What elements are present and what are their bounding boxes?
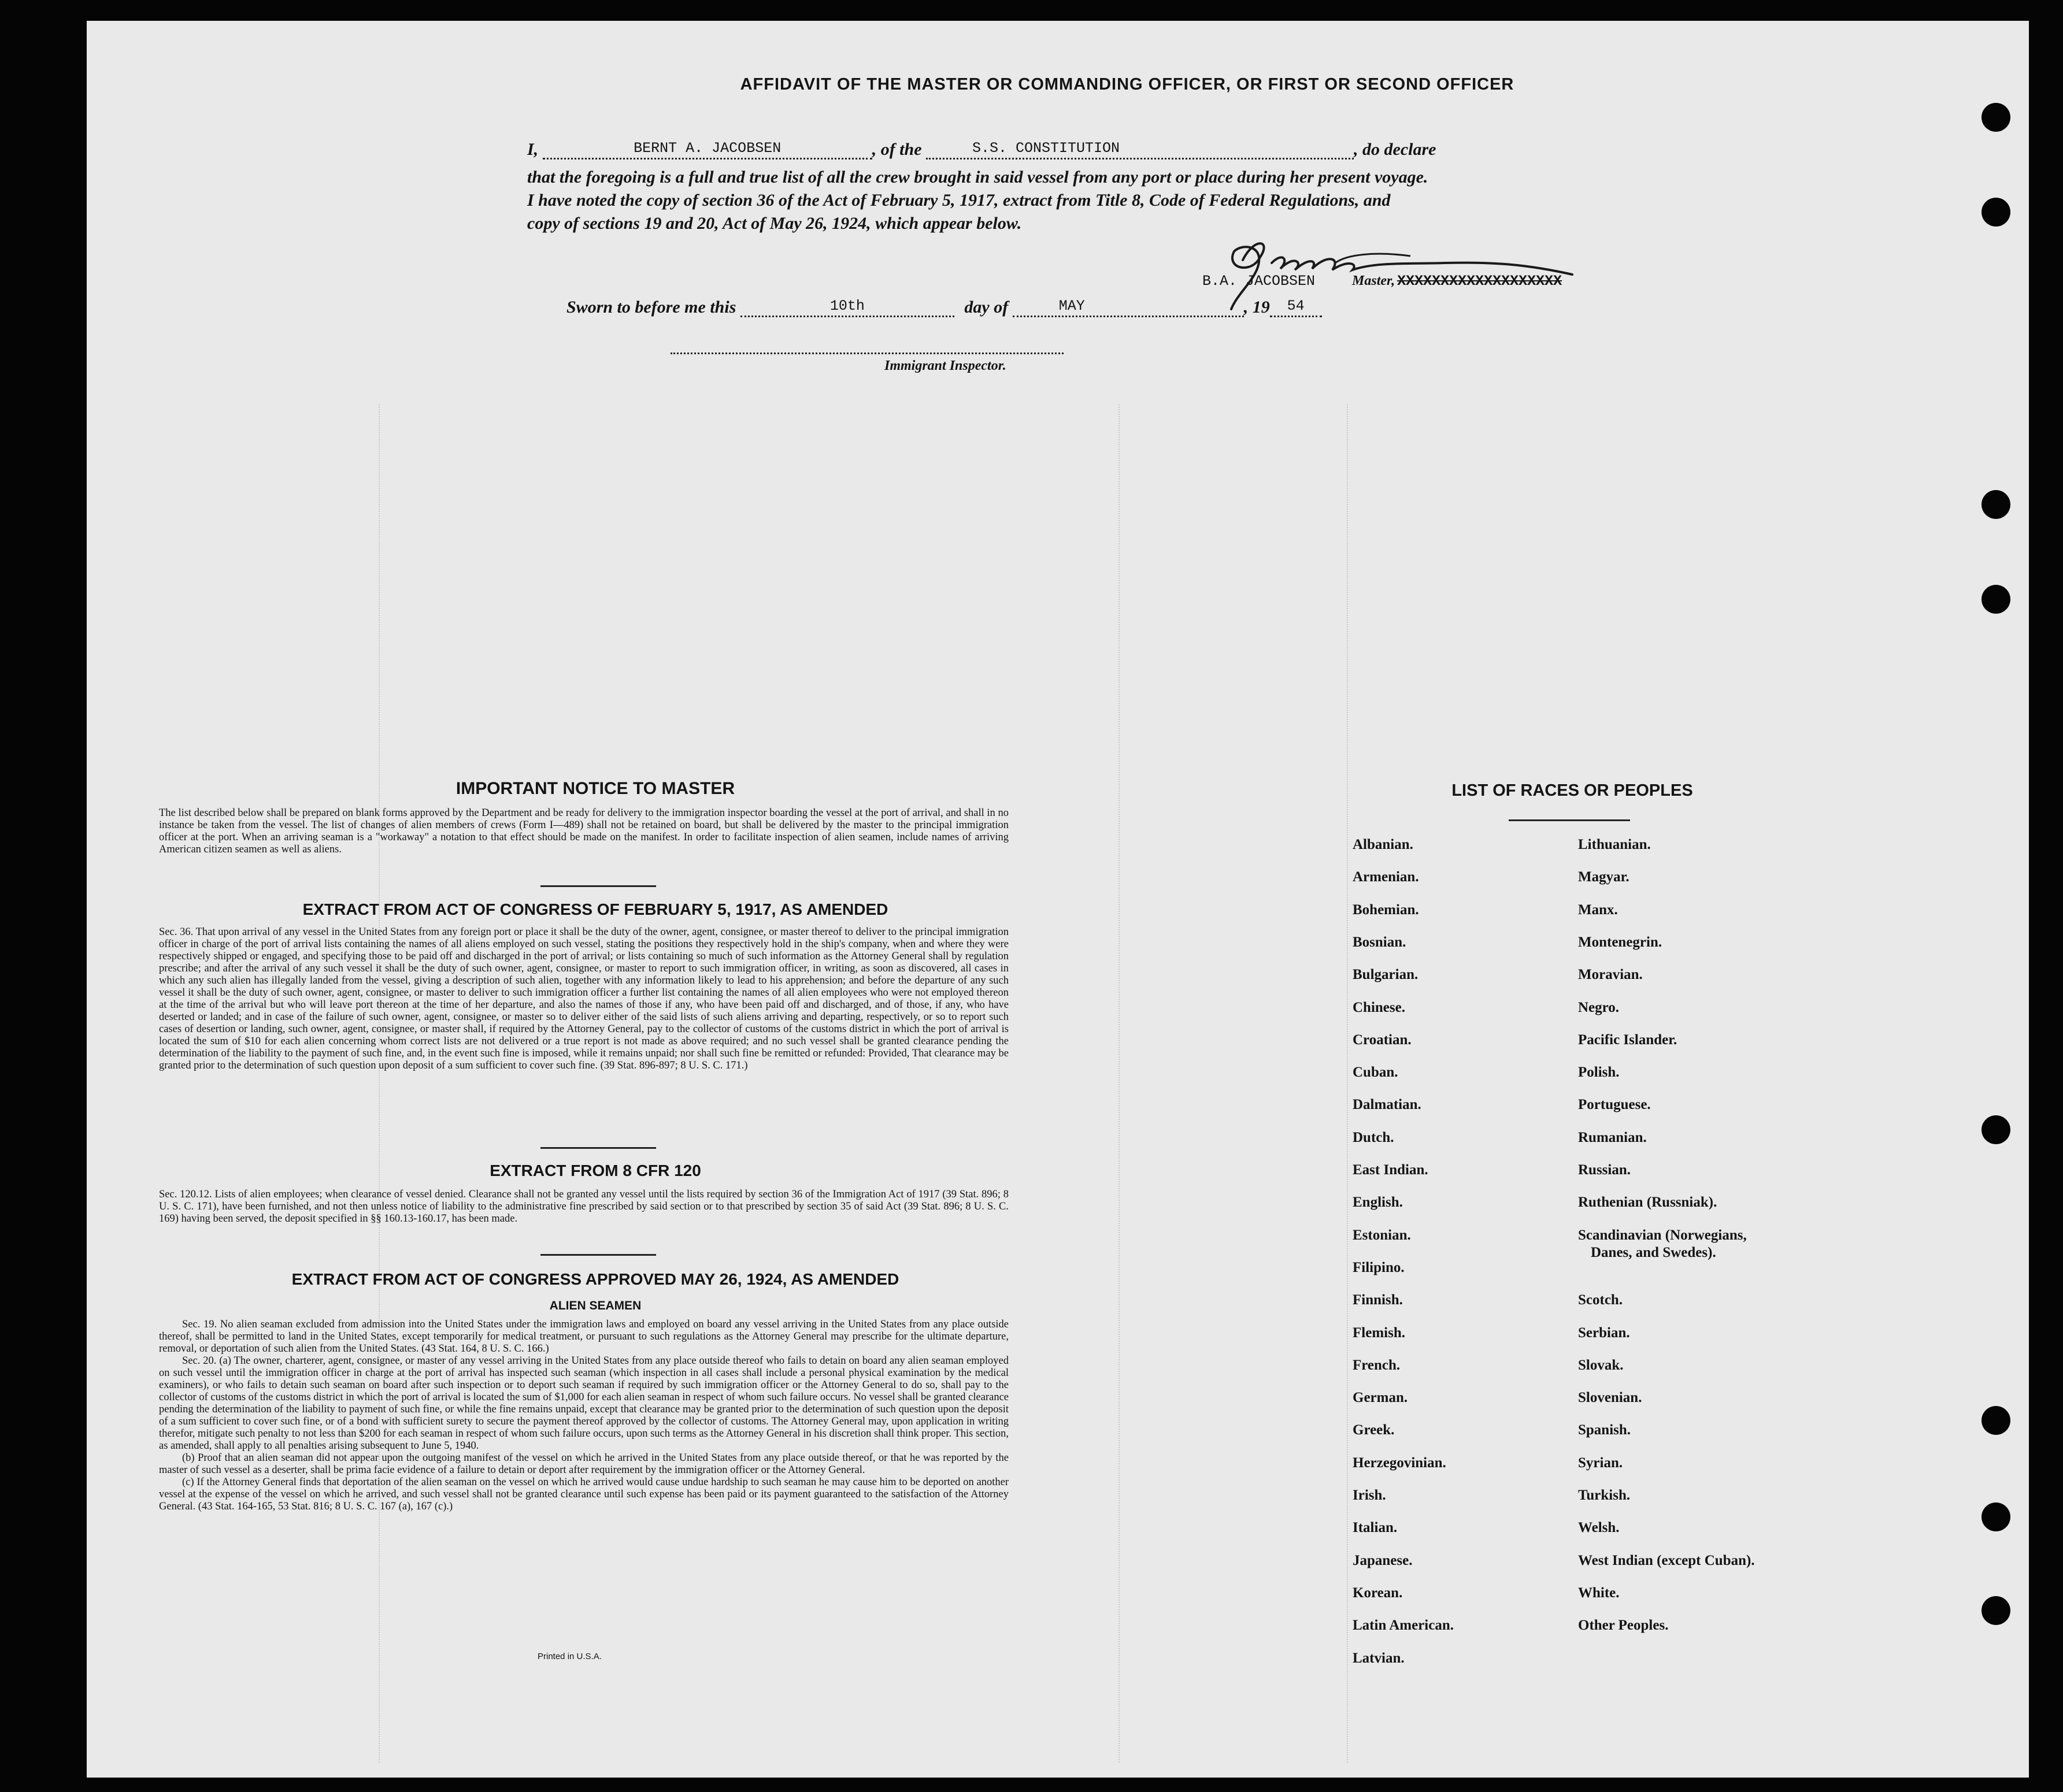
notice-text: The list described below shall be prepared on blank forms approved by the Department and be ready for delivery to the immigration inspector boarding the vessel at the port of arrival, and shall in no instance be taken from the vessel. The list of changes of alien members of crews (Form I—489) shall not be retained on board, but shall be delivered by the master to the principal immigration officer at the port. When an arriving seaman is a "workaway" a notation to that effect should be made on the manifest. In order to facilitate inspection of alien seamen, include names of arriving American citizen seamen as well as aliens. <box>159 807 1009 855</box>
race-item: Herzegovinian. <box>1353 1455 1446 1471</box>
race-item: Spanish. <box>1578 1422 1631 1438</box>
binder-hole <box>1981 585 2010 614</box>
divider <box>540 1147 656 1149</box>
race-item: Croatian. <box>1353 1032 1412 1048</box>
race-item: Ruthenian (Russniak). <box>1578 1194 1717 1211</box>
extract-cfr-text: Sec. 120.12. Lists of alien employees; when clearance of vessel denied. Clearance shall not be granted any vessel until the lists required by section 36 of the Immigration Act of 1917 (39 Stat. 896; 8 U. S. C. 171), have been furnished, and not then unless notice of liability to the administrative fine prescribed by said section or to that prescribed by section 35 of said Act (39 Stat. 896; 8 U. S. C. 169) having been served, the deposit specified in §§ 160.13-160.17, has been made. <box>159 1189 1009 1225</box>
master-name: BERNT A. JACOBSEN <box>634 140 782 157</box>
race-item: Magyar. <box>1578 869 1629 885</box>
struck-out-text: XXXXXXXXXXXXXXXXXXX <box>1397 273 1562 290</box>
faint-column-line <box>1118 405 1120 1763</box>
section-20b-text: (b) Proof that an alien seaman did not appear upon the outgoing manifest of the vessel on which he arrived in the United States from any place outside thereof, or that he was reported by the master of such vessel as a deserter, shall be prima facie evidence of a failure to detain or deport after requirement by the immigration officer or the Attorney General. <box>159 1452 1009 1476</box>
race-item: Manx. <box>1578 901 1618 918</box>
signature-typed-name: B.A. JACOBSEN <box>1202 273 1316 290</box>
binder-hole <box>1981 490 2010 519</box>
race-item: Japanese. <box>1353 1552 1413 1568</box>
race-item: Russian. <box>1578 1162 1631 1178</box>
sworn-label: Sworn to before me this <box>566 298 736 317</box>
binder-hole <box>1981 198 2010 227</box>
master-label: Master, <box>1352 273 1395 288</box>
immigrant-inspector-label: Immigrant Inspector. <box>884 358 1006 373</box>
race-item: Serbian. <box>1578 1324 1630 1341</box>
alien-seamen-subtitle: ALIEN SEAMEN <box>549 1299 642 1312</box>
race-item: Bosnian. <box>1353 934 1406 950</box>
race-item: Armenian. <box>1353 869 1419 885</box>
race-item: Slovenian. <box>1578 1390 1642 1406</box>
race-item: Greek. <box>1353 1422 1395 1438</box>
day-value: 10th <box>829 298 865 314</box>
race-item: Scotch. <box>1578 1292 1623 1308</box>
race-item: White. <box>1578 1585 1620 1601</box>
inspector-signature-line <box>671 353 1064 354</box>
divider <box>540 885 656 887</box>
binder-hole <box>1981 1406 2010 1435</box>
sworn-line <box>566 298 1322 317</box>
race-item: Bulgarian. <box>1353 967 1418 983</box>
race-item: Pacific Islander. <box>1578 1032 1677 1048</box>
race-item: French. <box>1353 1357 1401 1373</box>
extract-1917-title: EXTRACT FROM ACT OF CONGRESS OF FEBRUARY 5, 1917, AS AMENDED <box>302 900 888 918</box>
race-item: Negro. <box>1578 999 1620 1015</box>
race-item: Finnish. <box>1353 1292 1403 1308</box>
year-prefix: , 19 <box>1243 298 1270 317</box>
race-item: Latvian. <box>1353 1650 1405 1666</box>
day-field <box>740 298 954 317</box>
race-item: Welsh. <box>1578 1520 1620 1536</box>
race-item: Filipino. <box>1353 1259 1405 1275</box>
race-item: Cuban. <box>1353 1064 1398 1081</box>
year-value: 54 <box>1287 298 1305 314</box>
affidavit-title: AFFIDAVIT OF THE MASTER OR COMMANDING OFFICER, OR FIRST OR SECOND OFFICER <box>740 75 1514 94</box>
affidavit-declaration-line <box>527 140 1436 159</box>
race-item: East Indian. <box>1353 1162 1428 1178</box>
year-field <box>1270 298 1322 317</box>
race-item: Latin American. <box>1353 1617 1454 1634</box>
race-item: German. <box>1353 1390 1408 1406</box>
race-item: Lithuanian. <box>1578 837 1651 852</box>
race-item: Rumanian. <box>1578 1129 1647 1145</box>
binder-hole <box>1981 103 2010 132</box>
divider <box>540 1254 656 1256</box>
printed-in-usa: Printed in U.S.A. <box>538 1652 602 1661</box>
race-item: Irish. <box>1353 1487 1386 1503</box>
race-item: Flemish. <box>1353 1324 1405 1341</box>
race-item: Portuguese. <box>1578 1097 1651 1113</box>
divider <box>1509 819 1630 821</box>
race-item: Montenegrin. <box>1578 934 1662 950</box>
section-20a-text: Sec. 20. (a) The owner, charterer, agent, consignee, or master of any vessel arriving in the United States from any place outside thereof who fails to detain on board any alien seaman employed on such vessel until the immigration officer in charge at the port of arrival has inspected such seaman (which inspection in all cases shall include a personal physical examination by the medical examiners), or who fails to detain such seaman on board after such inspection or to deport such seaman if required by such immigration officer or the Attorney General to do so, shall pay to the collector of customs of the customs district in which the port of arrival is located the sum of $1,000 for each alien seaman in respect of whom such failure occurs. No vessel shall be granted clearance pending the determination of the liability to payment of such fine, or while the fine remains unpaid, except that clearance may be granted prior to the determination of such question upon the deposit of a sum sufficient to cover such fine, or of a bond with sufficient surety to secure the payment thereof approved by the collector of customs. The Attorney General may, upon application in writing therefor, mitigate such penalty to not less than $200 for each seaman in respect of whom such failure occurs, upon such terms as the Attorney General in his discretion shall think proper. This section, as amended, shall apply to all penalties arising subsequent to June 5, 1940. <box>159 1355 1009 1452</box>
race-item: Dalmatian. <box>1353 1097 1421 1113</box>
race-item: Dutch. <box>1353 1129 1394 1145</box>
race-item: Slovak. <box>1578 1357 1624 1373</box>
faint-column-line <box>379 405 380 1763</box>
race-item: Chinese. <box>1353 999 1405 1015</box>
race-item: Bohemian. <box>1353 901 1419 918</box>
extract-1924-title: EXTRACT FROM ACT OF CONGRESS APPROVED MAY 26, 1924, AS AMENDED <box>291 1270 899 1288</box>
binder-hole <box>1981 1502 2010 1531</box>
faint-column-line <box>1347 405 1348 1763</box>
signature-block <box>1202 273 1562 290</box>
i-label: I, <box>527 140 539 159</box>
vessel-field <box>926 140 1354 159</box>
do-declare-label: , do declare <box>1354 140 1436 159</box>
affidavit-line-3: I have noted the copy of section 36 of the Act of February 5, 1917, extract from Title 8, Code of Federal Regulations, and <box>527 191 1391 210</box>
extract-cfr-title: EXTRACT FROM 8 CFR 120 <box>490 1162 701 1179</box>
race-item: Moravian. <box>1578 967 1643 983</box>
document-page <box>87 21 2029 1778</box>
races-list-title: LIST OF RACES OR PEOPLES <box>1451 781 1693 800</box>
race-item: English. <box>1353 1194 1403 1211</box>
binder-hole <box>1981 1596 2010 1625</box>
month-value: MAY <box>1058 298 1085 314</box>
binder-hole <box>1981 1115 2010 1144</box>
race-item: Danes, and Swedes). <box>1591 1244 1716 1260</box>
affidavit-line-4: copy of sections 19 and 20, Act of May 26, 1924, which appear below. <box>527 214 1022 233</box>
section-20c-text: (c) If the Attorney General finds that deportation of the alien seaman on the vessel on which he arrived would cause undue hardship to such seaman he may cause him to be deported on another vessel at the expense of the vessel on which he arrived, and such vessel shall not be granted clearance until such expense has been paid or its payment guaranteed to the satisfaction of the Attorney General. (43 Stat. 164-165, 53 Stat. 816; 8 U. S. C. 167 (a), 167 (c).) <box>159 1476 1009 1512</box>
race-item: Korean. <box>1353 1585 1403 1601</box>
notice-title: IMPORTANT NOTICE TO MASTER <box>455 779 735 798</box>
race-item: Other Peoples. <box>1578 1617 1669 1634</box>
race-item: Polish. <box>1578 1064 1620 1081</box>
race-item: Italian. <box>1353 1520 1398 1536</box>
race-item: Turkish. <box>1578 1487 1631 1503</box>
race-item: Estonian. <box>1353 1227 1411 1243</box>
race-item: West Indian (except Cuban). <box>1578 1552 1755 1568</box>
extract-1917-text: Sec. 36. That upon arrival of any vessel in the United States from any foreign port or place it shall be the duty of the owner, agent, consignee, or master thereof to deliver to the principal immigration officer in charge of the port of arrival lists containing the names of all aliens employed on such vessel, stating the positions they respectively hold in the ship's company, when and where they were respectively shipped or engaged, and specifying those to be paid off and discharged in the port of arrival; or lists containing so much of such information as the Attorney General shall by regulation prescribe; and after the arrival of any such vessel it shall be the duty of such owner, agent, consignee, or master to report to such immigration officer, in writing, as soon as discovered, all cases in which any such alien has illegally landed from the vessel, giving a description of such alien, together with any information likely to lead to his apprehension; and before the departure of any such vessel it shall be the duty of such owner, agent, consignee, or master to deliver to such immigration officer a further list containing the names of all alien employees who were not employed thereon at the time of the arrival but who will leave port thereon at the time of her departure, and also the names of those if any, who have been paid off and discharged, and of those, if any, who have deserted or landed; and in case of the failure of such owner, agent, consignee, or master so to deliver either of the said lists of such aliens arriving and departing, respectively, or so to report such cases of desertion or landing, such owner, agent, consignee, or master shall, if required by the Attorney General, pay to the collector of customs of the customs district in which the port of arrival is located the sum of $10 for each alien concerning whom correct lists are not delivered or a true report is not made as above required; and no such vessel shall be granted clearance pending the determination of the liability to the payment of such fine, and, in the event such fine is imposed, while it remains unpaid; nor shall such fine be remitted or refunded: Provided, That clearance may be granted prior to the determination of such question upon deposit of a sum sufficient to cover such fine. (39 Stat. 896-897; 8 U. S. C. 171.) <box>159 926 1009 1071</box>
race-item: Scandinavian (Norwegians, <box>1578 1227 1747 1243</box>
month-field <box>1013 298 1244 317</box>
affidavit-line-2: that the foregoing is a full and true list of all the crew brought in said vessel from any port or place during her present voyage. <box>527 168 1428 187</box>
master-name-field <box>543 140 872 159</box>
race-item: Syrian. <box>1578 1455 1623 1471</box>
race-item: Albanian. <box>1353 837 1413 852</box>
of-the-label: , of the <box>872 140 922 159</box>
day-of-label: day of <box>964 298 1009 317</box>
section-19-text: Sec. 19. No alien seaman excluded from admission into the United States under the immigration laws and employed on board any vessel arriving in the United States from any place outside thereof, shall be permitted to land in the United States, except temporarily for medical treatment, or pursuant to such regulations as the Attorney General may prescribe for the ultimate departure, removal, or deportation of such alien from the United States. (43 Stat. 164, 8 U. S. C. 166.) <box>159 1319 1009 1355</box>
extract-1924-text <box>159 1319 1009 1513</box>
vessel-name: S.S. CONSTITUTION <box>972 140 1120 157</box>
